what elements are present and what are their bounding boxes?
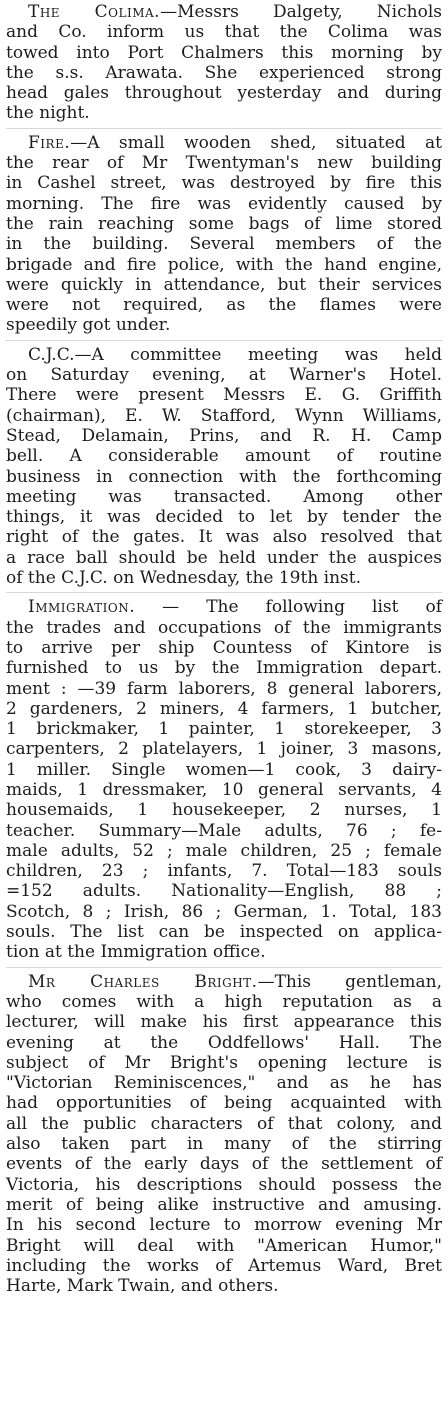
article-line: children, 23 ; infants, 7. Total—183 souls [6,861,442,882]
article-line: furnished to us by the Immigration depart. [6,658,442,679]
article-line: Harte, Mark Twain, and others. [6,1276,279,1297]
article-line: subject of Mr Bright's opening lecture is [6,1052,442,1073]
article-line: were quickly in attendance, but their services [6,274,442,295]
article-line: =152 adults. Nationality—English, 88 ; [6,881,442,902]
article-line: housemaids, 1 housekeeper, 2 nurses, 1 [6,800,442,821]
article-line: bell. A considerable amount of routine [6,446,442,467]
article-text: —A small wooden shed, situated at [70,132,442,153]
article-line: souls. The list can be inspected on applica- [6,922,442,943]
article-line: also taken part in many of the stirring [6,1134,442,1155]
article-line: the rain reaching some bags of lime stored [6,213,442,234]
news-article [6,592,442,962]
article-line: brigade and fire police, with the hand engine, [6,254,442,275]
article-line: 1 brickmaker, 1 painter, 1 storekeeper, 3 [6,719,442,740]
article-line: were not required, as the flames were [6,295,442,316]
article-line: In his second lecture to morrow evening Mr [6,1215,442,1236]
article-line: in the building. Several members of the [6,234,442,255]
article-line: "Victorian Reminiscences," and as he has [6,1073,442,1094]
article-line: tion at the Immigration office. [6,942,266,963]
newspaper-column [6,2,442,1296]
article-headline: The Colima. [28,2,161,22]
article-line: the trades and occupations of the immigrants [6,617,442,638]
article-line: (chairman), E. W. Stafford, Wynn Williams, [6,405,442,426]
article-line: right of the gates. It was also resolved that [6,527,442,548]
article-line: Scotch, 8 ; Irish, 86 ; German, 1. Total, 183 [6,901,442,922]
article-line: maids, 1 dressmaker, 10 general servants, 4 [6,779,442,800]
article-text: — The following list of [135,597,442,618]
article-line: 1 miller. Single women—1 cook, 3 dairy- [6,759,442,780]
article-line: a race ball should be held under the auspices [6,547,442,568]
article-line: meeting was transacted. Among other [6,486,442,507]
article-line: the night. [6,103,90,124]
article-line: and Co. inform us that the Colima was [6,22,442,43]
article-line: morning. The fire was evidently caused by [6,193,442,214]
article-line: things, it was decided to let by tender the [6,507,442,528]
article-line: on Saturday evening, at Warner's Hotel. [6,365,442,386]
article-first-line [6,597,442,617]
article-line: evening at the Oddfellows' Hall. The [6,1032,442,1053]
article-line: There were present Messrs E. G. Griffith [6,385,442,406]
article-headline: Immigration. [28,597,136,618]
article-line: including the works of Artemus Ward, Bret [6,1255,442,1276]
article-line: in Cashel street, was destroyed by fire this [6,173,442,194]
article-line: male adults, 52 ; male children, 25 ; female [6,840,442,861]
article-line: Stead, Delamain, Prins, and R. H. Camp [6,425,442,446]
article-line: the rear of Mr Twentyman's new building [6,153,442,174]
news-article [6,2,442,124]
article-line: ment : —39 farm laborers, 8 general laborers, [6,678,442,699]
article-line: speedily got under. [6,315,171,336]
article-text: —This gentleman, [257,971,442,992]
article-line: towed into Port Chalmers this morning by [6,42,442,63]
article-text: —Messrs Dalgety, Nichols [160,2,442,22]
news-article [6,128,442,336]
article-headline: Mr Charles Bright. [28,971,258,992]
article-line: lecturer, will make his first appearance this [6,1012,442,1033]
article-first-line [6,972,442,992]
article-line: merit of being alike instructive and amusing. [6,1194,442,1215]
article-line: carpenters, 2 platelayers, 1 joiner, 3 masons, [6,739,442,760]
news-article [6,967,442,1297]
article-line: Victoria, his descriptions should possess the [6,1174,442,1195]
article-line: head gales throughout yesterday and during [6,83,442,104]
article-first-line: C.J.C.—A committee meeting was held [28,344,442,365]
news-article [6,340,442,589]
article-first-line [6,133,442,153]
article-headline: Fire. [28,132,71,153]
article-line: business in connection with the forthcoming [6,466,442,487]
article-line: had opportunities of being acquainted with [6,1093,442,1114]
article-line: all the public characters of that colony, and [6,1113,442,1134]
article-line: the s.s. Arawata. She experienced strong [6,62,442,83]
article-first-line [6,2,442,22]
article-line: 2 gardeners, 2 miners, 4 farmers, 1 butcher, [6,698,442,719]
article-line: events of the early days of the settlement of [6,1154,442,1175]
article-line: of the C.J.C. on Wednesday, the 19th inst. [6,568,362,589]
article-line: Bright will deal with "American Humor," [6,1235,442,1256]
article-line: who comes with a high reputation as a [6,991,442,1012]
article-line: to arrive per ship Countess of Kintore is [6,637,442,658]
article-line: teacher. Summary—Male adults, 76 ; fe- [6,820,442,841]
